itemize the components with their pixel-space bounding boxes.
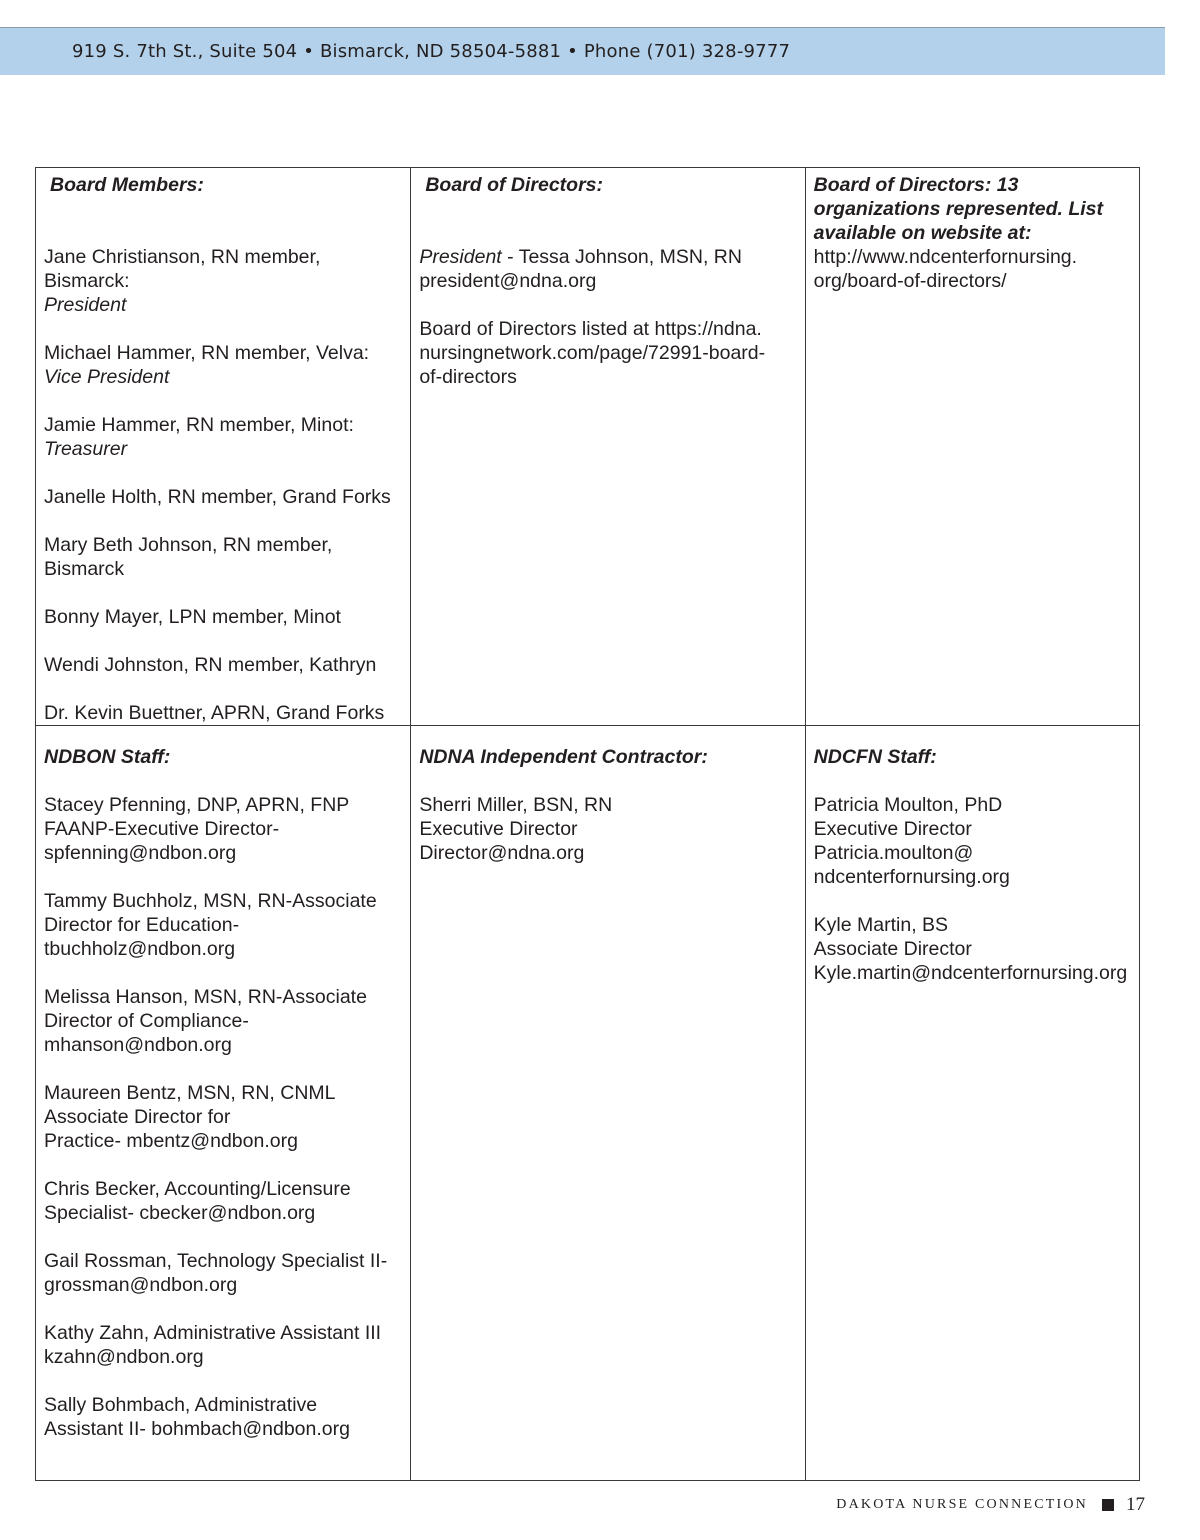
- board-member-entry: [44, 413, 402, 461]
- staff-line: Sally Bohmbach, Administrative: [44, 1394, 318, 1416]
- staff-line: Director of Compliance-: [44, 1010, 249, 1032]
- ndna-board-heading: Board of Directors:: [425, 174, 604, 196]
- staff-line: Practice- mbentz@ndbon.org: [44, 1130, 298, 1152]
- ndna-board-listing: [419, 317, 796, 389]
- staff-line: Kyle.martin@ndcenterfornursing.org: [813, 962, 1128, 984]
- member-role: Vice President: [44, 366, 170, 388]
- member-name: Dr. Kevin Buettner, APRN, Grand Forks: [44, 702, 385, 724]
- staff-line: Maureen Bentz, MSN, RN, CNML: [44, 1082, 336, 1104]
- staff-line: kzahn@ndbon.org: [44, 1346, 204, 1368]
- staff-line: Kathy Zahn, Administrative Assistant III: [44, 1322, 382, 1344]
- heading-line: Board of Directors: 13: [813, 174, 1019, 196]
- staff-entry: [814, 793, 1131, 889]
- president-email: president@ndna.org: [419, 270, 597, 292]
- contractor-line: Executive Director: [419, 818, 578, 840]
- url-line: org/board-of-directors/: [813, 270, 1007, 292]
- staff-line: tbuchholz@ndbon.org: [44, 938, 236, 960]
- board-member-entry: [44, 485, 402, 509]
- member-role: Treasurer: [44, 438, 128, 460]
- board-member-entry: [44, 341, 402, 389]
- staff-line: grossman@ndbon.org: [44, 1274, 238, 1296]
- staff-entry: [44, 1081, 402, 1153]
- staff-entry: [44, 1177, 402, 1225]
- ndbon-staff-cell: [36, 726, 411, 1481]
- directory-table: [35, 167, 1140, 1481]
- staff-line: Tammy Buchholz, MSN, RN-Associate: [44, 890, 377, 912]
- address-banner: [0, 28, 1165, 75]
- board-member-entry: [44, 701, 402, 725]
- president-label: President: [419, 246, 502, 268]
- staff-line: Assistant II- bohmbach@ndbon.org: [44, 1418, 350, 1440]
- ndna-board-cell: [411, 168, 805, 726]
- board-members-heading: Board Members:: [50, 174, 204, 196]
- staff-entry: [44, 985, 402, 1057]
- staff-line: Specialist- cbecker@ndbon.org: [44, 1202, 316, 1224]
- staff-line: Melissa Hanson, MSN, RN-Associate: [44, 986, 367, 1008]
- staff-line: spfenning@ndbon.org: [44, 842, 237, 864]
- staff-line: Patricia Moulton, PhD: [813, 794, 1003, 816]
- staff-line: mhanson@ndbon.org: [44, 1034, 232, 1056]
- board-member-entry: [44, 245, 402, 317]
- staff-line: FAANP-Executive Director-: [44, 818, 280, 840]
- staff-entry: [44, 1249, 402, 1297]
- page-footer: [836, 1494, 1145, 1516]
- contractor-line: Director@ndna.org: [419, 842, 585, 864]
- staff-line: Associate Director for: [44, 1106, 231, 1128]
- staff-entry: [44, 1393, 402, 1441]
- table-row: [36, 168, 1140, 726]
- member-name: Bonny Mayer, LPN member, Minot: [44, 606, 341, 628]
- member-name: Jamie Hammer, RN member, Minot:: [44, 414, 354, 436]
- ndcfn-staff-cell: [805, 726, 1139, 1481]
- url-line: http://www.ndcenterfornursing.: [813, 246, 1078, 268]
- heading-line: organizations represented. List: [813, 198, 1103, 220]
- staff-entry: [44, 1321, 402, 1369]
- staff-line: Director for Education-: [44, 914, 240, 936]
- listing-line: nursingnetwork.com/page/72991-board-: [419, 342, 766, 364]
- square-bullet-icon: [1102, 1499, 1114, 1511]
- ndcfn-staff-heading: NDCFN Staff:: [813, 746, 937, 768]
- member-name: Janelle Holth, RN member, Grand Forks: [44, 486, 391, 508]
- staff-entry: [814, 913, 1131, 985]
- ndcfn-board-heading: [814, 173, 1131, 245]
- address-text: 919 S. 7th St., Suite 504 • Bismarck, ND 58504-5881 • Phone (701) 328-9777: [72, 41, 791, 62]
- ndbon-staff-heading: NDBON Staff:: [44, 746, 171, 768]
- contractor-line: Sherri Miller, BSN, RN: [419, 794, 613, 816]
- ndna-contractor-heading: NDNA Independent Contractor:: [419, 746, 708, 768]
- page-number: 17: [1126, 1494, 1145, 1515]
- ndna-contractor-cell: [411, 726, 805, 1481]
- staff-line: Patricia.moulton@: [813, 842, 974, 864]
- staff-line: ndcenterfornursing.org: [813, 866, 1010, 888]
- member-name: Jane Christianson, RN member, Bismarck:: [44, 246, 321, 292]
- staff-entry: [44, 889, 402, 961]
- listing-line: Board of Directors listed at https://ndna.: [419, 318, 762, 340]
- board-members-cell: [36, 168, 411, 726]
- board-member-entry: [44, 653, 402, 677]
- staff-entry: [44, 793, 402, 865]
- member-name: Wendi Johnston, RN member, Kathryn: [44, 654, 377, 676]
- member-name: Mary Beth Johnson, RN member,: [44, 534, 333, 556]
- publication-name: DAKOTA NURSE CONNECTION: [836, 1497, 1088, 1512]
- staff-line: Chris Becker, Accounting/Licensure: [44, 1178, 351, 1200]
- ndna-president-entry: [419, 245, 796, 293]
- staff-line: Gail Rossman, Technology Specialist II-: [44, 1250, 388, 1272]
- board-member-entry: [44, 533, 402, 581]
- president-name: - Tessa Johnson, MSN, RN: [501, 246, 742, 268]
- ndcfn-board-url: [814, 245, 1131, 293]
- contractor-entry: [419, 793, 796, 865]
- member-city: Bismarck: [44, 558, 125, 580]
- staff-line: Stacey Pfenning, DNP, APRN, FNP: [44, 794, 350, 816]
- staff-line: Executive Director: [813, 818, 972, 840]
- member-name: Michael Hammer, RN member, Velva:: [44, 342, 370, 364]
- board-member-entry: [44, 605, 402, 629]
- staff-line: Associate Director: [813, 938, 972, 960]
- member-role: President: [44, 294, 127, 316]
- heading-line: available on website at:: [813, 222, 1032, 244]
- ndcfn-board-cell: [805, 168, 1139, 726]
- table-row: [36, 726, 1140, 1481]
- staff-line: Kyle Martin, BS: [813, 914, 949, 936]
- listing-line: of-directors: [419, 366, 517, 388]
